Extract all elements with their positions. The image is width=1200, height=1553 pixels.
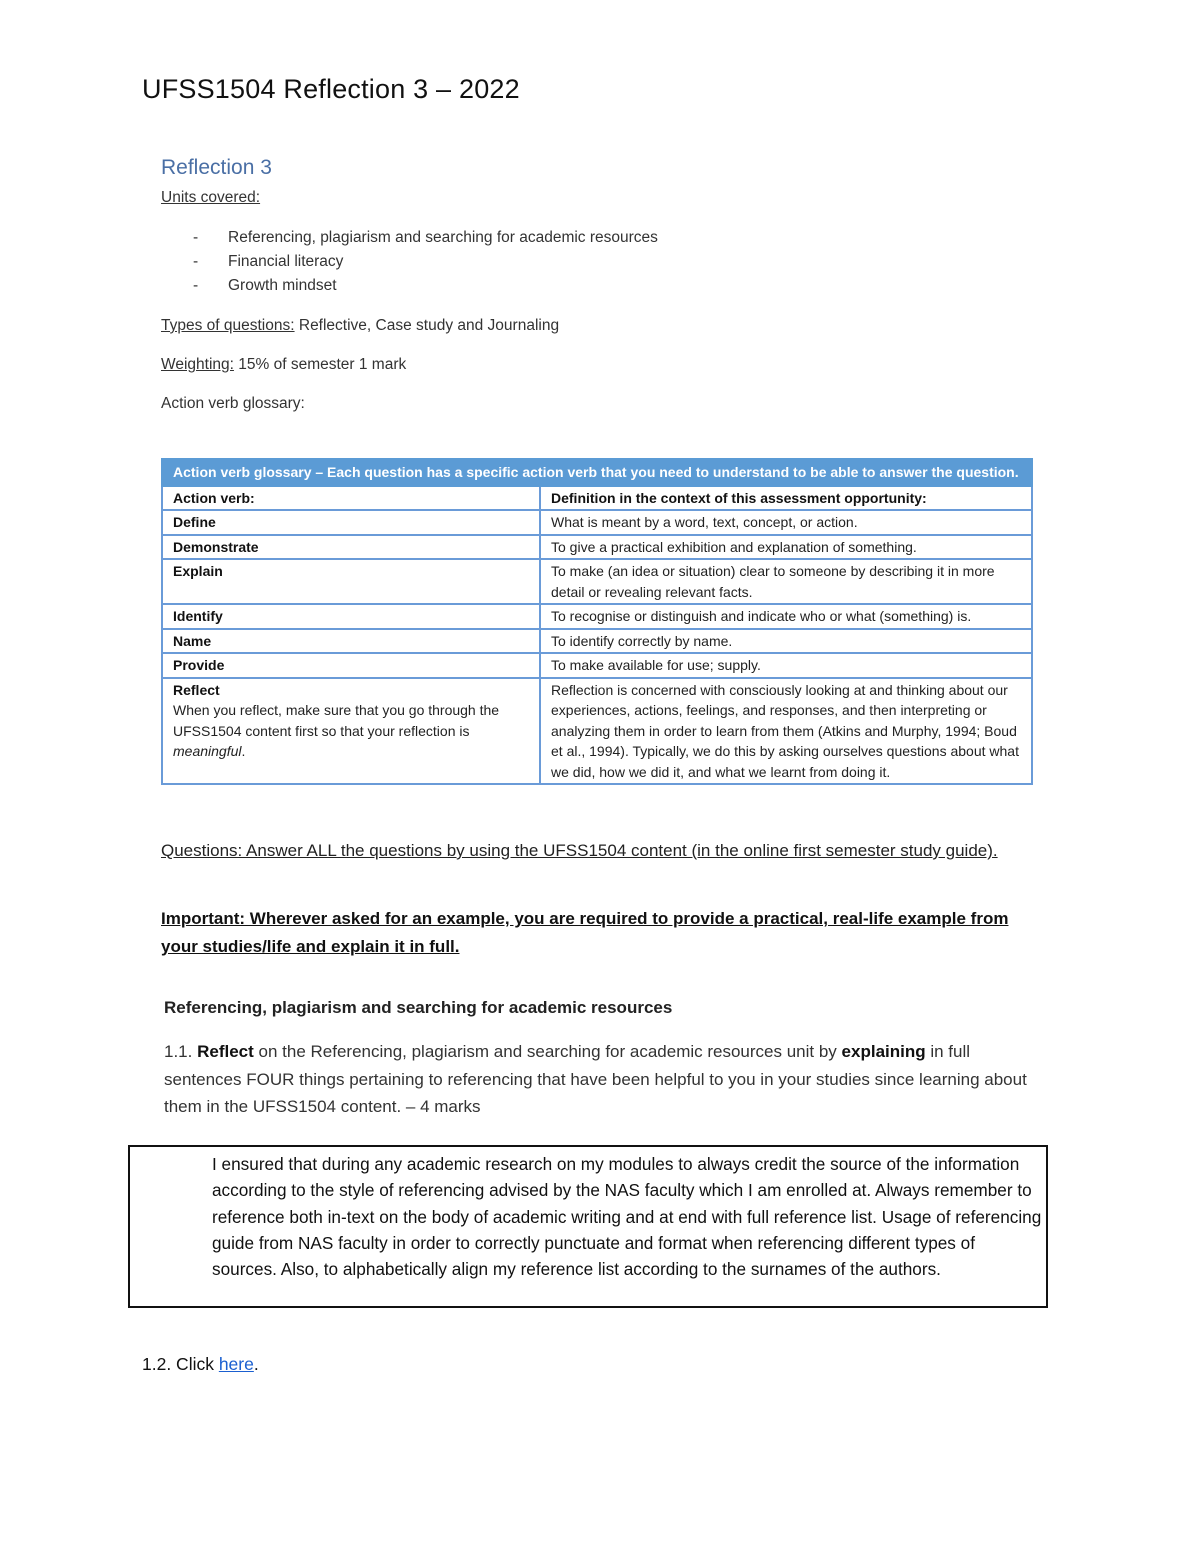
table-row bbox=[162, 486, 1032, 511]
list-item bbox=[193, 253, 658, 277]
answer-text[interactable]: I ensured that during any academic research on my modules to always credit the source of the information according to the style of referencing advised by the NAS faculty which I am enrolled at. Always remember to reference both in-text on the body of academic writing and at end with full reference list. Usage of referencing guide from NAS faculty in order to correctly punctuate and format when referencing different types of sources. Also, to alphabetically align my reference list according to the surnames of the authors. bbox=[212, 1154, 1042, 1280]
question-1-1: 1.1. Reflect on the Referencing, plagiarism and searching for academic resources unit by explaining in full sentences FOUR things pertaining to referencing that have been helpful to you in your studies since learning about them in the UFSS1504 content. – 4 marks bbox=[164, 1042, 1027, 1116]
definition-cell: To recognise or distinguish and indicate who or what (something) is. bbox=[540, 604, 1032, 629]
subsection-heading: Referencing, plagiarism and searching for academic resources bbox=[164, 998, 673, 1017]
glossary-intro: Action verb glossary: bbox=[161, 395, 305, 412]
verb-cell: Provide bbox=[162, 653, 540, 678]
table-header: Action verb glossary – Each question has a specific action verb that you need to understand to be able to answer the question. bbox=[162, 459, 1032, 486]
definition-cell: To identify correctly by name. bbox=[540, 629, 1032, 654]
answer-box[interactable] bbox=[128, 1145, 1048, 1308]
column-header-verb: Action verb: bbox=[162, 486, 540, 511]
document-title: UFSS1504 Reflection 3 – 2022 bbox=[142, 74, 520, 104]
definition-cell: What is meant by a word, text, concept, or action. bbox=[540, 510, 1032, 535]
definition-cell: Reflection is concerned with consciously looking at and thinking about our experiences, actions, feelings, and responses, and then interpreting or analyzing them in order to learn from them (Atkins and Murphy, 1994; Boud et al., 1994). Typically, we do this by asking ourselves questions about what we did, how we did it, and what we learnt from doing it. bbox=[540, 678, 1032, 785]
table-row bbox=[162, 604, 1032, 629]
types-value: Reflective, Case study and Journaling bbox=[294, 317, 560, 334]
question-1-2: 1.2. Click here. bbox=[142, 1354, 259, 1374]
weighting bbox=[161, 356, 406, 374]
action-verb-glossary-table bbox=[161, 458, 1033, 785]
questions-intro: Questions: Answer ALL the questions by using the UFSS1504 content (in the online first semester study guide). bbox=[161, 841, 998, 860]
table-row bbox=[162, 510, 1032, 535]
verb-cell: Name bbox=[162, 629, 540, 654]
table-row bbox=[162, 535, 1032, 560]
unit-label: Referencing, plagiarism and searching for academic resources bbox=[228, 229, 658, 246]
definition-cell: To make (an idea or situation) clear to someone by describing it in more detail or revealing relevant facts. bbox=[540, 559, 1032, 604]
table-row bbox=[162, 629, 1032, 654]
reflect-note-emphasis: meaningful bbox=[173, 743, 242, 759]
types-label: Types of questions: bbox=[161, 317, 295, 334]
weighting-label: Weighting: bbox=[161, 356, 234, 373]
verb-cell: Define bbox=[162, 510, 540, 535]
table-row bbox=[162, 653, 1032, 678]
list-item bbox=[193, 229, 658, 253]
weighting-value: 15% of semester 1 mark bbox=[233, 356, 407, 373]
table-row bbox=[162, 678, 1032, 785]
definition-cell: To make available for use; supply. bbox=[540, 653, 1032, 678]
verb-cell: Identify bbox=[162, 604, 540, 629]
verb-cell: Explain bbox=[162, 559, 540, 604]
units-covered-label: Units covered: bbox=[161, 189, 261, 206]
bullet-dash: - bbox=[193, 229, 199, 246]
types-of-questions bbox=[161, 317, 559, 335]
unit-label: Growth mindset bbox=[228, 277, 337, 294]
table-header-row bbox=[162, 459, 1032, 486]
here-link[interactable]: here bbox=[218, 1354, 254, 1374]
column-header-definition: Definition in the context of this assessment opportunity: bbox=[540, 486, 1032, 511]
important-note: Important: Wherever asked for an example, you are required to provide a practical, real-life example from your studies/life and explain it in full. bbox=[161, 909, 1009, 956]
verb-cell: Demonstrate bbox=[162, 535, 540, 560]
units-list bbox=[193, 229, 658, 301]
bullet-dash: - bbox=[193, 253, 199, 270]
section-heading: Reflection 3 bbox=[161, 156, 272, 179]
reflect-verb: Reflect bbox=[173, 681, 220, 698]
reflect-note: When you reflect, make sure that you go through the UFSS1504 content first so that your reflection is bbox=[173, 702, 500, 739]
unit-label: Financial literacy bbox=[228, 253, 344, 270]
table-row bbox=[162, 559, 1032, 604]
bullet-dash: - bbox=[193, 277, 199, 294]
verb-cell: Reflect When you reflect, make sure that you go through the UFSS1504 content first so that your reflection is meaningful. bbox=[162, 678, 540, 785]
definition-cell: To give a practical exhibition and explanation of something. bbox=[540, 535, 1032, 560]
list-item bbox=[193, 277, 658, 301]
